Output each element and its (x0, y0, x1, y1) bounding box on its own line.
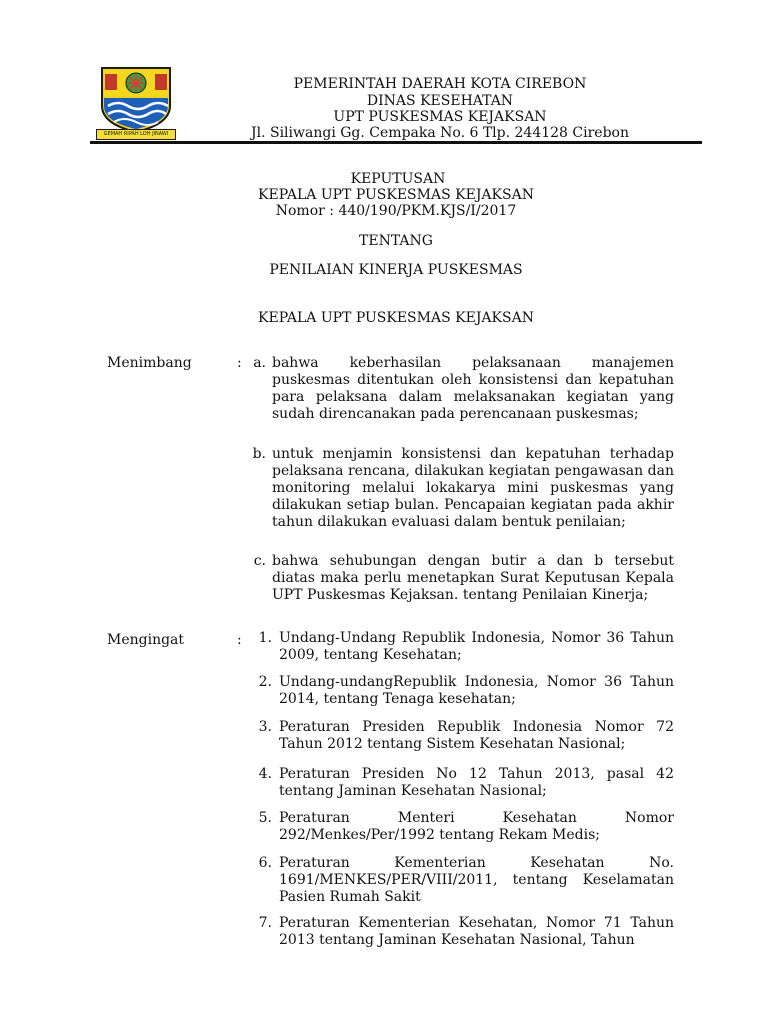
mengingat-label: Mengingat (107, 632, 185, 648)
mengingat-marker-7: 7. (258, 915, 272, 931)
decree-issuer: KEPALA UPT PUSKESMAS KEJAKSAN (258, 187, 534, 203)
menimbang-marker-b: b. (252, 446, 266, 462)
mengingat-marker-4: 4. (258, 766, 272, 782)
mengingat-item-1: Undang-Undang Republik Indonesia, Nomor 36 Tahun 2009, tentang Kesehatan; (279, 630, 674, 663)
mengingat-marker-5: 5. (258, 810, 272, 826)
menimbang-marker-a: a. (253, 355, 266, 371)
mengingat-marker-2: 2. (258, 674, 272, 690)
letterhead-department: DINAS KESEHATAN (366, 93, 514, 109)
menimbang-item-c: bahwa sehubungan dengan butir a dan b tersebut diatas maka perlu menetapkan Surat Keputusan Kepala UPT Puskesmas Kejaksan. tentang Penilaian Kinerja; (272, 553, 674, 603)
mengingat-item-5: Peraturan Menteri Kesehatan Nomor 292/Menkes/Per/1992 tentang Rekam Medis; (279, 810, 674, 843)
decree-authority: KEPALA UPT PUSKESMAS KEJAKSAN (258, 310, 534, 326)
mengingat-marker-6: 6. (258, 855, 272, 871)
decree-subject: PENILAIAN KINERJA PUSKESMAS (269, 262, 523, 278)
emblem-motto: GEMAH RIPAH LOH JINAWI (103, 131, 169, 137)
mengingat-colon: : (237, 632, 242, 648)
mengingat-item-3: Peraturan Presiden Republik Indonesia Nomor 72 Tahun 2012 tentang Sistem Kesehatan Nasional; (279, 719, 674, 752)
mengingat-item-2: Undang-undangRepublik Indonesia, Nomor 36 Tahun 2014, tentang Tenaga kesehatan; (279, 674, 674, 707)
decree-number: Nomor : 440/190/PKM.KJS/I/2017 (275, 203, 517, 219)
menimbang-label: Menimbang (107, 355, 192, 371)
mengingat-marker-3: 3. (258, 719, 272, 735)
letterhead-divider (90, 141, 702, 144)
mengingat-item-7: Peraturan Kementerian Kesehatan, Nomor 71 Tahun 2013 tentang Jaminan Kesehatan Nasional, Tahun (279, 915, 674, 948)
menimbang-item-a: bahwa keberhasilan pelaksanaan manajemen puskesmas ditentukan oleh konsistensi dan kepatuhan para pelaksana dalam melaksanakan kegiatan yang sudah direncanakan pada perencanaan puskesmas; (272, 355, 674, 422)
letterhead-government: PEMERINTAH DAERAH KOTA CIREBON (293, 76, 587, 92)
mengingat-marker-1: 1. (258, 630, 272, 646)
mengingat-item-4: Peraturan Presiden No 12 Tahun 2013, pasal 42 tentang Jaminan Kesehatan Nasional; (279, 766, 674, 799)
mengingat-item-6: Peraturan Kementerian Kesehatan No. 1691/MENKES/PER/VIII/2011, tentang Keselamatan Pasien Rumah Sakit (279, 855, 674, 905)
menimbang-marker-c: c. (253, 553, 266, 569)
menimbang-colon: : (237, 355, 242, 371)
letterhead-address: Jl. Siliwangi Gg. Cempaka No. 6 Tlp. 244128 Cirebon (251, 125, 629, 141)
city-emblem-logo (96, 66, 176, 142)
decree-about-label: TENTANG (359, 233, 433, 249)
decree-title: KEPUTUSAN (350, 171, 446, 187)
menimbang-item-b: untuk menjamin konsistensi dan kepatuhan terhadap pelaksana rencana, dilakukan kegiatan pengawasan dan monitoring melalui lokakarya mini puskesmas yang dilakukan setiap bulan. Pencapaian kegiatan pada akhir tahun dilakukan evaluasi dalam bentuk penilaian; (272, 446, 674, 530)
emblem-ribbon (96, 129, 176, 140)
letterhead-unit: UPT PUSKESMAS KEJAKSAN (333, 109, 547, 125)
